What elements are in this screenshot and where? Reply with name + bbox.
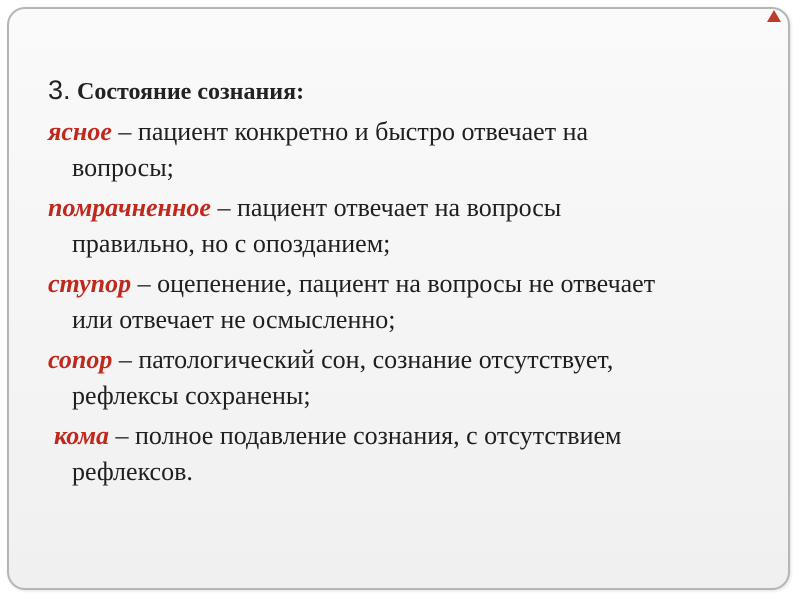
definition-item-coma: [48, 418, 763, 490]
section-heading: [48, 72, 763, 110]
definition-item-stupor: [48, 266, 763, 338]
term-dash: –: [118, 117, 132, 146]
term-sopor: сопор: [48, 345, 113, 374]
section-number: 3.: [48, 75, 71, 105]
definition-item-sopor: [48, 342, 763, 414]
term-clear: ясное: [48, 117, 112, 146]
definition-text: пациент отвечает на вопросы: [236, 193, 562, 222]
term-dash: –: [115, 421, 129, 450]
term-clouded: помрачненное: [48, 193, 211, 222]
definition-text-continued: или отвечает не осмысленно;: [72, 305, 396, 334]
term-dash: –: [118, 345, 132, 374]
section-title: Состояние сознания:: [77, 79, 305, 105]
definition-text: пациент конкретно и быстро отвечает на: [137, 117, 589, 146]
definition-text: оцепенение, пациент на вопросы не отвечает: [157, 269, 656, 298]
definition-text-continued: рефлексы сохранены;: [72, 381, 311, 410]
term-stupor: ступор: [48, 269, 132, 298]
term-coma: кома: [54, 421, 110, 450]
triangle-marker-icon: [767, 10, 781, 22]
definition-text-continued: правильно, но с опозданием;: [72, 229, 391, 258]
definition-text-continued: вопросы;: [72, 153, 174, 182]
definition-text-continued: рефлексов.: [72, 457, 193, 486]
definition-text: патологический сон, сознание отсутствует,: [138, 345, 614, 374]
definition-item-clear: [48, 114, 763, 186]
definition-item-clouded: [48, 190, 763, 262]
slide-content: [48, 72, 763, 494]
term-dash: –: [217, 193, 231, 222]
definition-text: полное подавление сознания, с отсутствием: [135, 421, 622, 450]
term-dash: –: [137, 269, 151, 298]
